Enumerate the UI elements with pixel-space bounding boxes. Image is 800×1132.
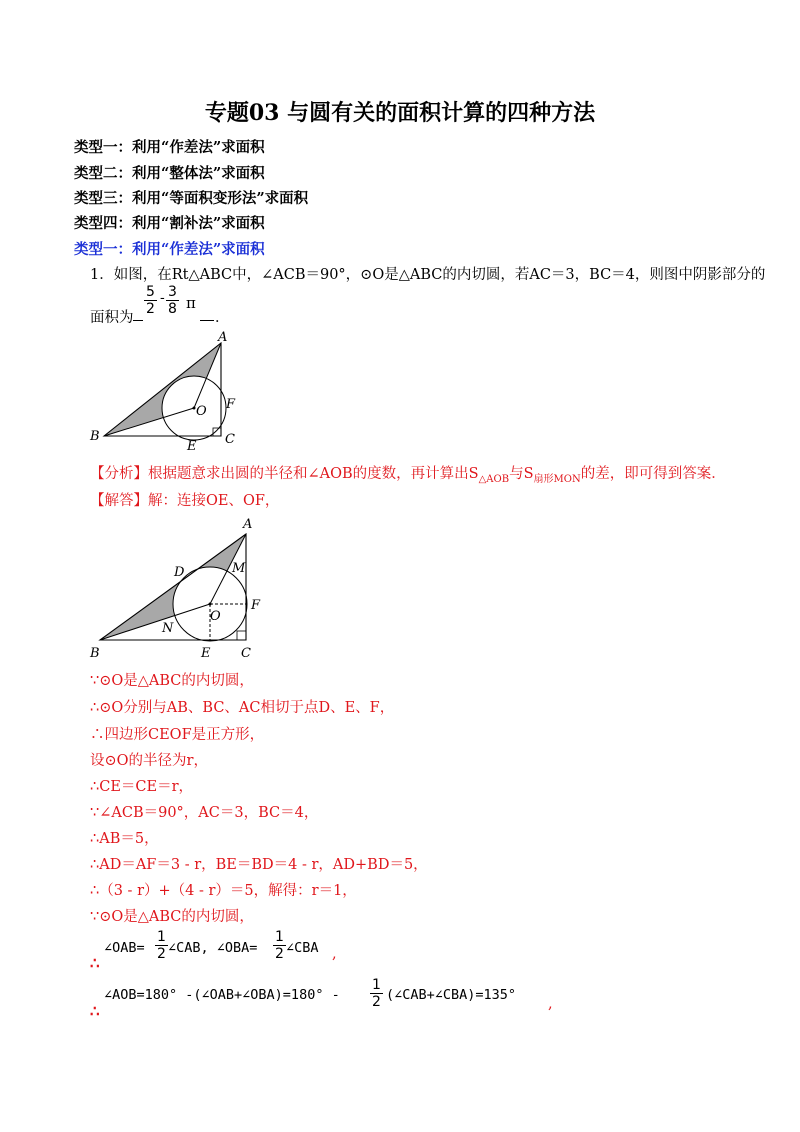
analysis-text: 与S — [509, 466, 534, 482]
analysis-sub: 扇形MON — [533, 473, 581, 485]
analysis-text: 的差，即可得到答案． — [580, 466, 726, 482]
eq1-end: , — [332, 946, 337, 962]
frac-num: 3 — [168, 284, 177, 300]
page-title: 专题03 与圆有关的面积计算的四种方法 — [204, 100, 596, 126]
answer-frac-1 — [144, 284, 157, 317]
label-b: B — [90, 429, 100, 444]
eq1-c: ∠CBA — [286, 940, 319, 956]
eq2-end: , — [548, 996, 553, 1012]
problem-text: 1．如图，在Rt△ABC中，∠ACB＝90°，⊙O是△ABC的内切圆，若AC＝3，BC＝4，则图中阴影部分的 — [90, 267, 766, 283]
answer-frac-2 — [166, 284, 179, 317]
label-f: F — [226, 397, 236, 412]
frac-num: 1 — [372, 977, 381, 993]
figure-2 — [86, 512, 276, 662]
label-b: B — [90, 646, 100, 661]
eq2-therefore: ∴ — [90, 1002, 100, 1020]
frac-num: 5 — [146, 284, 155, 300]
step-5: ∴CE＝CE＝r， — [90, 779, 194, 795]
figure-1 — [86, 330, 266, 450]
label-c: C — [241, 646, 251, 661]
label-d: D — [174, 565, 185, 580]
category-2: 类型二：利用“整体法”求面积 — [74, 165, 265, 182]
frac-den: 2 — [146, 301, 155, 317]
eq1-therefore: ∴ — [90, 954, 100, 972]
solution-tag: 【解答】 — [90, 493, 148, 509]
eq1-b: ∠CAB, ∠OBA= — [168, 940, 258, 956]
step-6: ∵∠ACB＝90°，AC＝3，BC＝4， — [90, 805, 319, 821]
answer-minus: - — [160, 290, 165, 306]
step-4: 设⊙O的半径为r， — [90, 753, 208, 769]
frac-den: 8 — [168, 301, 177, 317]
analysis — [90, 462, 726, 485]
section-heading: 类型一：利用“作差法”求面积 — [74, 241, 265, 258]
analysis-tag: 【分析】 — [90, 466, 148, 482]
eq1-a: ∠OAB= — [104, 940, 145, 956]
eq1-frac-2 — [273, 929, 286, 962]
step-8: ∴AD＝AF＝3 - r，BE＝BD＝4 - r，AD+BD＝5， — [90, 857, 428, 873]
label-o: O — [196, 404, 207, 419]
step-7: ∴AB＝5， — [90, 831, 159, 847]
answer-pi: π — [186, 294, 196, 312]
category-4: 类型四：利用“割补法”求面积 — [74, 215, 265, 232]
category-3: 类型三：利用“等面积变形法”求面积 — [74, 190, 309, 207]
solution-intro — [90, 489, 279, 510]
answer-blank-left — [133, 320, 143, 321]
analysis-sub: △AOB — [478, 473, 510, 485]
label-e: E — [201, 646, 211, 661]
step-3: ∴四边形CEOF是正方形， — [90, 727, 265, 743]
answer-prefix: 面积为 — [90, 310, 134, 326]
frac-den: 2 — [275, 946, 284, 962]
category-1: 类型一：利用“作差法”求面积 — [74, 139, 265, 156]
frac-den: 2 — [157, 946, 166, 962]
answer-suffix: ． — [215, 310, 230, 326]
label-f: F — [251, 598, 261, 613]
label-a: A — [218, 330, 228, 345]
label-o: O — [210, 609, 221, 624]
step-9: ∴（3 - r）+（4 - r）＝5，解得：r＝1， — [90, 883, 357, 899]
frac-num: 1 — [275, 929, 284, 945]
label-n: N — [162, 621, 174, 636]
eq2-a: ∠AOB=180° -(∠OAB+∠OBA)=180° - — [104, 987, 340, 1003]
step-10: ∵⊙O是△ABC的内切圆， — [90, 909, 254, 925]
analysis-text: 根据题意求出圆的半径和∠AOB的度数，再计算出S — [148, 466, 479, 482]
frac-den: 2 — [372, 994, 381, 1010]
answer-blank-right — [200, 320, 214, 321]
label-a: A — [243, 517, 253, 532]
frac-num: 1 — [157, 929, 166, 945]
solution-text: 解：连接OE、OF， — [148, 493, 280, 509]
label-c: C — [225, 432, 235, 447]
step-2: ∴⊙O分别与AB、BC、AC相切于点D、E、F， — [90, 700, 395, 716]
label-m: M — [232, 561, 246, 576]
label-e: E — [187, 439, 197, 450]
eq2-frac — [370, 977, 383, 1010]
eq2-b: (∠CAB+∠CBA)=135° — [386, 987, 517, 1003]
step-1: ∵⊙O是△ABC的内切圆， — [90, 673, 254, 689]
eq1-frac-1 — [155, 929, 168, 962]
